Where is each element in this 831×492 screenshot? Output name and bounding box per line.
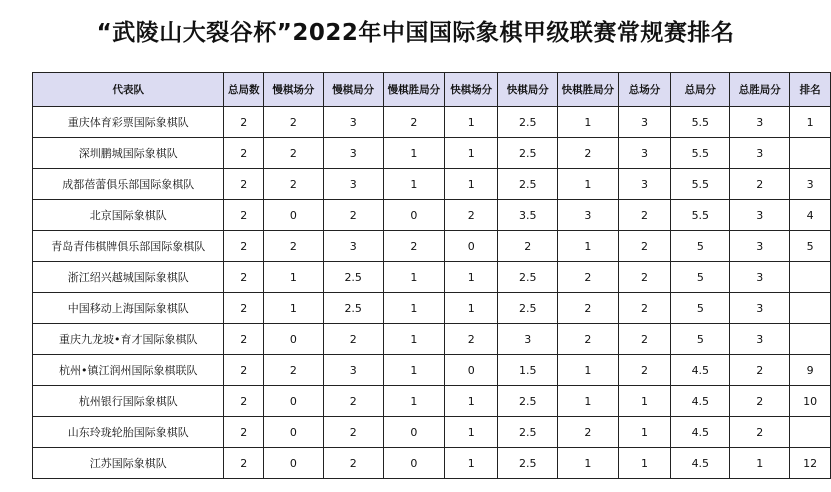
team-name-cell: 青岛青伟棋牌俱乐部国际象棋队: [33, 231, 224, 262]
table-cell: 0: [383, 448, 444, 479]
table-cell: 2: [263, 355, 323, 386]
table-cell: 2: [224, 417, 264, 448]
table-cell: 2: [323, 200, 383, 231]
page-title: “武陵山大裂谷杯”2022年中国国际象棋甲级联赛常规赛排名: [96, 20, 735, 46]
table-cell: 2: [224, 355, 264, 386]
table-cell: 2: [323, 448, 383, 479]
table-cell: 5: [671, 262, 730, 293]
table-cell: 2: [618, 231, 671, 262]
table-cell: 2: [558, 138, 619, 169]
table-cell: 2.5: [323, 262, 383, 293]
table-cell: 2: [618, 200, 671, 231]
table-cell: 2: [558, 417, 619, 448]
table-cell: 1: [445, 262, 498, 293]
table-cell: 5.5: [671, 200, 730, 231]
table-cell: 1: [558, 386, 619, 417]
table-cell: 2: [224, 200, 264, 231]
team-name-cell: 杭州银行国际象棋队: [33, 386, 224, 417]
table-cell: 3: [730, 262, 790, 293]
table-cell: 3: [323, 355, 383, 386]
table-header-row: [33, 73, 831, 107]
table-cell: 2: [224, 386, 264, 417]
column-header: 总场分: [618, 73, 671, 107]
table-cell: 2: [730, 386, 790, 417]
table-cell: 4.5: [671, 386, 730, 417]
table-cell: 1: [383, 169, 444, 200]
table-row: [33, 262, 831, 293]
table-cell: 3: [498, 324, 558, 355]
table-cell: 1: [445, 386, 498, 417]
table-cell: 1: [263, 262, 323, 293]
table-cell: 2: [558, 324, 619, 355]
table-cell: 3: [323, 231, 383, 262]
table-cell: 5.5: [671, 107, 730, 138]
table-cell: 2: [224, 231, 264, 262]
table-cell: 0: [263, 386, 323, 417]
team-name-cell: 成都蓓蕾俱乐部国际象棋队: [33, 169, 224, 200]
table-cell: 3: [618, 138, 671, 169]
table-cell: 2: [445, 324, 498, 355]
column-header: 总胜局分: [730, 73, 790, 107]
table-cell: 1: [618, 417, 671, 448]
table-cell: 3: [323, 107, 383, 138]
table-cell: [790, 417, 831, 448]
table-cell: [790, 138, 831, 169]
table-cell: 9: [790, 355, 831, 386]
table-cell: 0: [383, 417, 444, 448]
table-cell: 3: [730, 138, 790, 169]
table-cell: 1: [558, 231, 619, 262]
table-cell: [790, 293, 831, 324]
table-cell: 2.5: [498, 138, 558, 169]
table-cell: 3: [618, 107, 671, 138]
table-cell: 4: [790, 200, 831, 231]
table-row: [33, 169, 831, 200]
table-cell: 2.5: [498, 417, 558, 448]
team-name-cell: 深圳鹏城国际象棋队: [33, 138, 224, 169]
table-cell: 2.5: [498, 107, 558, 138]
table-row: [33, 293, 831, 324]
table-cell: 3: [558, 200, 619, 231]
table-cell: 4.5: [671, 355, 730, 386]
table-cell: 0: [445, 231, 498, 262]
table-cell: 1: [618, 386, 671, 417]
table-cell: 3: [790, 169, 831, 200]
table-row: [33, 200, 831, 231]
table-cell: 1: [445, 138, 498, 169]
table-cell: 2.5: [498, 448, 558, 479]
table-cell: 3: [730, 293, 790, 324]
team-name-cell: 浙江绍兴越城国际象棋队: [33, 262, 224, 293]
table-cell: 0: [263, 448, 323, 479]
table-cell: 1: [790, 107, 831, 138]
table-cell: 1: [558, 355, 619, 386]
table-cell: 2: [224, 138, 264, 169]
table-row: [33, 417, 831, 448]
column-header: 快棋胜局分: [558, 73, 619, 107]
table-cell: 1: [383, 324, 444, 355]
table-cell: 2: [263, 231, 323, 262]
table-cell: 2: [224, 324, 264, 355]
table-cell: 1: [263, 293, 323, 324]
table-cell: 2: [263, 107, 323, 138]
table-cell: 2.5: [498, 262, 558, 293]
table-cell: 2: [224, 169, 264, 200]
column-header: 排名: [790, 73, 831, 107]
table-cell: 5: [671, 324, 730, 355]
table-cell: 0: [383, 200, 444, 231]
table-cell: 1: [445, 417, 498, 448]
column-header: 总局数: [224, 73, 264, 107]
team-name-cell: 江苏国际象棋队: [33, 448, 224, 479]
table-row: [33, 448, 831, 479]
table-cell: 2: [618, 262, 671, 293]
column-header: 快棋局分: [498, 73, 558, 107]
table-cell: 1: [383, 355, 444, 386]
table-cell: 1: [558, 448, 619, 479]
team-name-cell: 重庆九龙坡•育才国际象棋队: [33, 324, 224, 355]
table-cell: 2.5: [498, 169, 558, 200]
table-cell: 1: [445, 448, 498, 479]
table-cell: 5: [671, 293, 730, 324]
table-row: [33, 355, 831, 386]
standings-table: [32, 72, 831, 479]
table-cell: 2: [730, 417, 790, 448]
table-cell: 2: [618, 324, 671, 355]
table-row: [33, 138, 831, 169]
table-cell: 2: [323, 386, 383, 417]
table-cell: 5.5: [671, 138, 730, 169]
table-cell: 2: [224, 448, 264, 479]
table-cell: 0: [263, 324, 323, 355]
table-cell: 2: [224, 107, 264, 138]
table-cell: 1: [383, 386, 444, 417]
table-cell: 1: [445, 107, 498, 138]
table-cell: 1: [730, 448, 790, 479]
table-cell: 2: [558, 262, 619, 293]
table-cell: 2: [730, 355, 790, 386]
team-name-cell: 山东玲珑轮胎国际象棋队: [33, 417, 224, 448]
table-row: [33, 231, 831, 262]
table-row: [33, 107, 831, 138]
table-cell: 12: [790, 448, 831, 479]
table-cell: 5.5: [671, 169, 730, 200]
table-cell: 5: [671, 231, 730, 262]
team-name-cell: 北京国际象棋队: [33, 200, 224, 231]
table-cell: 2: [383, 107, 444, 138]
table-cell: 2: [498, 231, 558, 262]
table-cell: 3: [323, 169, 383, 200]
column-header: 慢棋局分: [323, 73, 383, 107]
column-header: 总局分: [671, 73, 730, 107]
table-cell: 0: [445, 355, 498, 386]
table-cell: 2: [323, 324, 383, 355]
table-cell: 3: [730, 324, 790, 355]
table-cell: 0: [263, 200, 323, 231]
table-cell: 1.5: [498, 355, 558, 386]
table-cell: 3: [730, 200, 790, 231]
table-cell: 1: [445, 169, 498, 200]
table-cell: 3: [618, 169, 671, 200]
table-cell: 1: [445, 293, 498, 324]
team-name-cell: 中国移动上海国际象棋队: [33, 293, 224, 324]
table-cell: [790, 324, 831, 355]
table-cell: 1: [383, 262, 444, 293]
table-cell: 1: [558, 107, 619, 138]
table-cell: 1: [383, 138, 444, 169]
table-row: [33, 324, 831, 355]
table-cell: 3: [730, 107, 790, 138]
table-cell: 1: [558, 169, 619, 200]
table-cell: 2: [263, 138, 323, 169]
table-cell: 5: [790, 231, 831, 262]
table-cell: 2: [224, 293, 264, 324]
table-cell: 10: [790, 386, 831, 417]
table-cell: 2: [323, 417, 383, 448]
column-header: 慢棋场分: [263, 73, 323, 107]
table-cell: 2.5: [498, 293, 558, 324]
table-cell: 2.5: [323, 293, 383, 324]
table-cell: 2: [263, 169, 323, 200]
table-cell: 2: [618, 293, 671, 324]
table-cell: 2: [558, 293, 619, 324]
table-cell: 0: [263, 417, 323, 448]
table-cell: 4.5: [671, 448, 730, 479]
table-cell: 2: [730, 169, 790, 200]
column-header: 慢棋胜局分: [383, 73, 444, 107]
table-cell: 4.5: [671, 417, 730, 448]
column-header: 快棋场分: [445, 73, 498, 107]
table-row: [33, 386, 831, 417]
table-cell: 2: [618, 355, 671, 386]
table-cell: 3.5: [498, 200, 558, 231]
table-cell: [790, 262, 831, 293]
table-cell: 3: [323, 138, 383, 169]
column-header: 代表队: [33, 73, 224, 107]
table-cell: 2: [445, 200, 498, 231]
table-cell: 2.5: [498, 386, 558, 417]
table-cell: 1: [383, 293, 444, 324]
table-cell: 2: [383, 231, 444, 262]
table-cell: 2: [224, 262, 264, 293]
team-name-cell: 杭州•镇江润州国际象棋联队: [33, 355, 224, 386]
team-name-cell: 重庆体育彩票国际象棋队: [33, 107, 224, 138]
table-cell: 3: [730, 231, 790, 262]
table-cell: 1: [618, 448, 671, 479]
